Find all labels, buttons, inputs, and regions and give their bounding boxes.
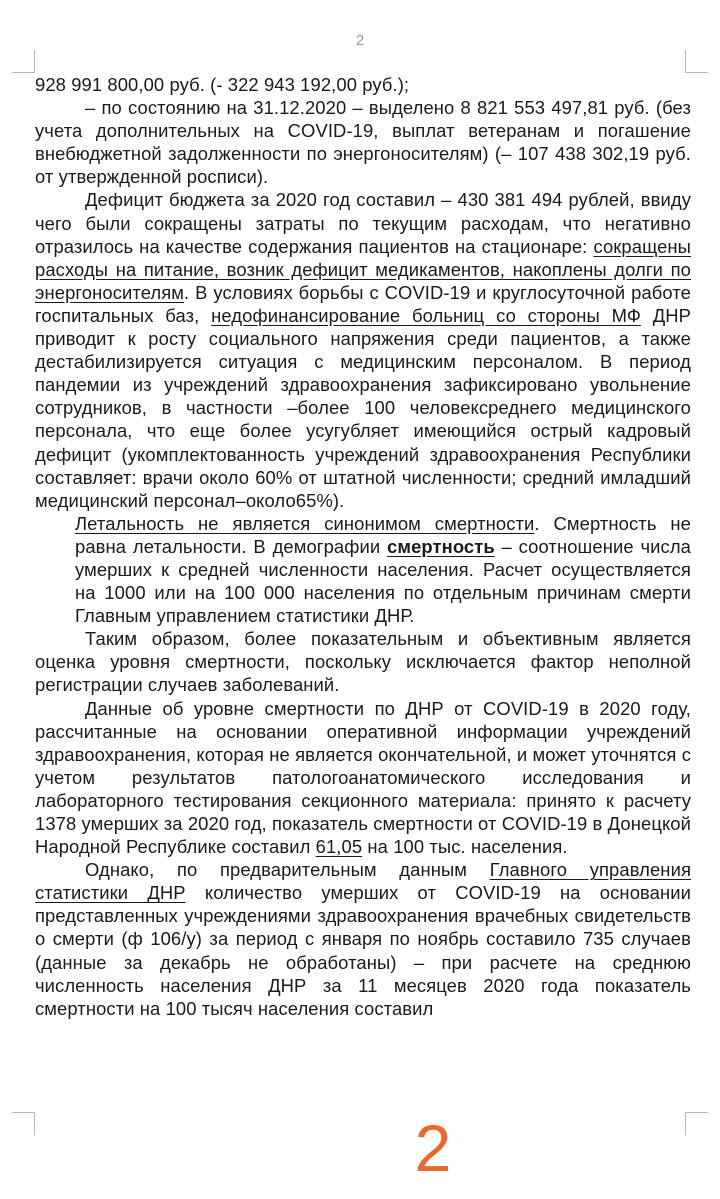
margin-corner-top-right [685, 50, 708, 73]
large-page-number: 2 [414, 1111, 452, 1185]
text-span: Дефицит бюджета за 2020 год составил – 430 381 494 рублей, ввиду чего были сокращены затраты по текущим расходам, что негативно отразилось на качестве содержания пациентов на стационаре: [35, 189, 691, 257]
paragraph-1: 928 991 800,00 руб. (- 322 943 192,00 руб.); [35, 74, 410, 95]
paragraph-4 [35, 512, 691, 627]
text-span: на 100 тыс. населения. [362, 836, 568, 858]
paragraph-6 [35, 697, 691, 859]
underlined-text: 61,05 [315, 836, 363, 858]
text-span: Однако, по предварительным данным [85, 859, 490, 881]
margin-corner-top-left [12, 50, 35, 73]
paragraph-3 [35, 188, 691, 511]
underlined-text: Главного управления статистики ДНР [35, 859, 691, 904]
text-span: . Смертность не равна летальности. В демографии [75, 512, 691, 557]
text-span: Данные об уровне смертности по ДНР от COVID-19 в 2020 году, рассчитанные на основании оперативной информации учреждений здравоохранения, которая не является окончательной, и может уточнятся с учетом результатов патологоанатомического исследования и лабораторного тестирования секционного материала: принято к расчету 1378 умерших за 2020 год, показатель смертности от COVID-19 в Донецкой Народной Республике составил [35, 697, 691, 858]
text-span: – соотношение числа умерших к средней численности населения. Расчет осуществляется на 1000 или на 100 000 населения по отдельным причинам смерти Главным управлением статистики ДНР. [75, 535, 691, 627]
underlined-text: Летальность не является синонимом смертности [75, 512, 535, 534]
text-span: . В условиях борьбы с COVID-19 и круглосуточной работе госпитальных баз, [35, 281, 691, 326]
text-span: количество умерших от COVID-19 на основании представленных учреждениями здравоохранения врачебных свидетельств о смерти (ф 106/у) за период с января по ноябрь составило 735 случаев (данные за декабрь не обработаны) – при расчете на среднюю численность населения ДНР за 11 месяцев 2020 года показатель смертности на 100 тысяч населения составил [35, 882, 692, 1019]
bold-underlined-term: смертность [387, 535, 495, 557]
underlined-text: сокращены расходы на питание, возник дефицит медикаментов, накоплены долги по энергоносителям [35, 235, 691, 303]
paragraph-7 [35, 858, 691, 1020]
page-number: 2 [355, 32, 365, 49]
paragraph-2: – по состоянию на 31.12.2020 – выделено 8 821 553 497,81 руб. (без учета дополнительных на COVID-19, выплат ветеранам и погашение внебюджетной задолженности по энергоносителям) (– 107 438 302,19 руб. от утвержденной росписи). [35, 97, 691, 188]
document-body [35, 73, 691, 1020]
underlined-text: недофинансирование больниц со стороны МФ [211, 304, 641, 326]
paragraph-5: Таким образом, более показательным и объективным является оценка уровня смертности, поскольку исключается фактор неполной регистрации случаев заболеваний. [35, 628, 691, 696]
text-span: ДНР приводит к росту социального напряжения среди пациентов, а также дестабилизируется ситуация с медицинским персоналом. В период пандемии из учреждений здравоохранения зафиксировано увольнение сотрудников, в частности –более 100 человексреднего медицинского персонала, что еще более усугубляет имеющийся острый кадровый дефицит (укомплектованность учреждений здравоохранения Республики составляет: врачи около 60% от штатной численности; средний имладший медицинский персонал–около65%). [35, 304, 692, 511]
